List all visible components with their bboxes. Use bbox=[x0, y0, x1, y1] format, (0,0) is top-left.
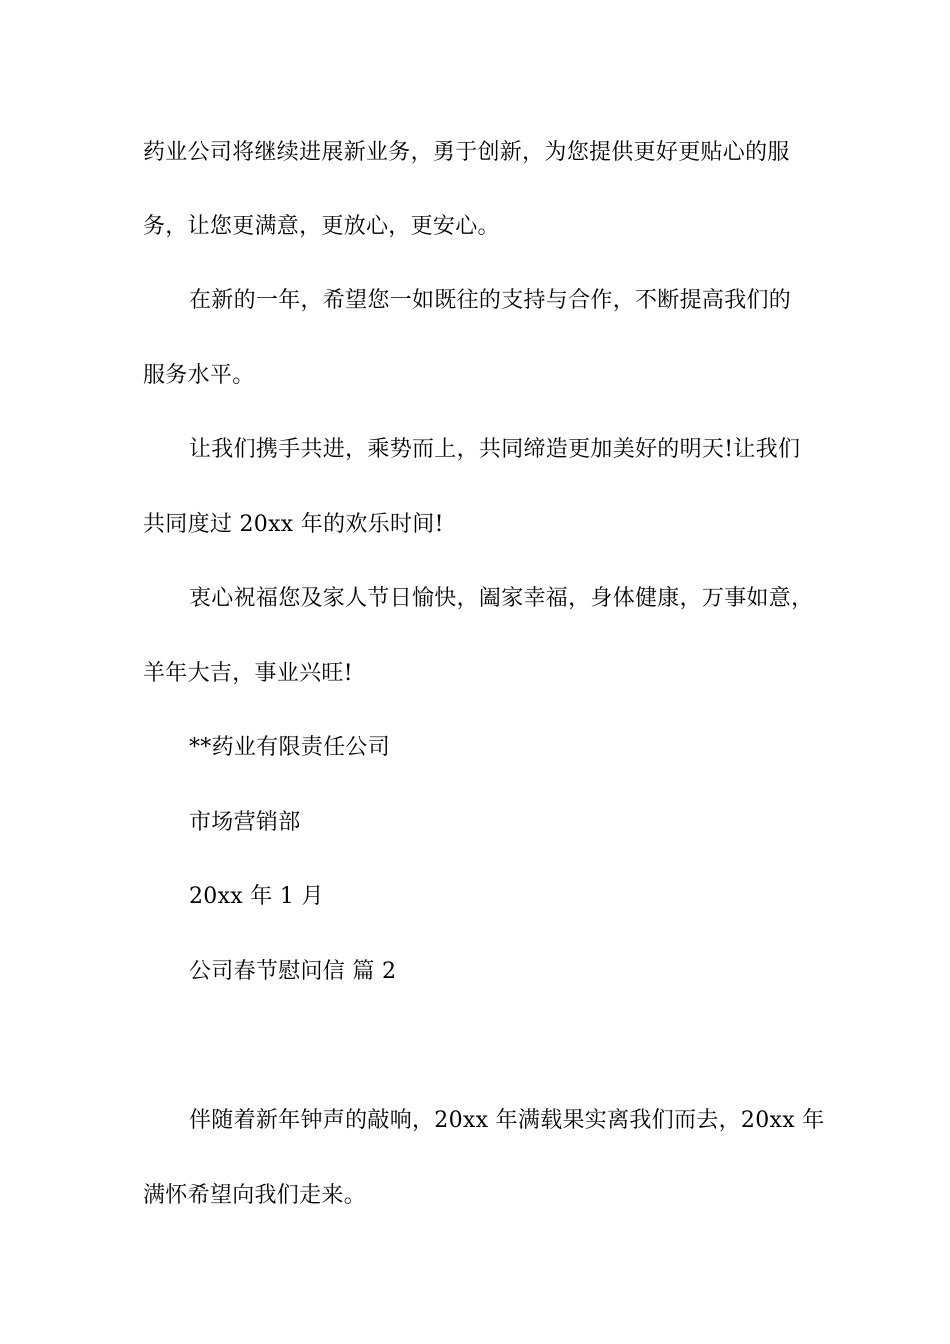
section-heading: 公司春节慰问信 篇 2 bbox=[189, 959, 397, 984]
paragraph-line: 务，让您更满意，更放心，更安心。 bbox=[143, 214, 500, 239]
paragraph-line: 在新的一年，希望您一如既往的支持与合作，不断提高我们的 bbox=[189, 288, 792, 313]
signature-department: 市场营销部 bbox=[189, 810, 301, 835]
paragraph-line: 满怀希望向我们走来。 bbox=[143, 1183, 367, 1208]
signature-date: 20xx 年 1 月 bbox=[189, 884, 324, 909]
paragraph-line: 药业公司将继续进展新业务，勇于创新，为您提供更好更贴心的服 bbox=[143, 140, 790, 165]
paragraph-line: 羊年大吉，事业兴旺! bbox=[143, 661, 353, 686]
paragraph-line: 让我们携手共进，乘势而上，共同缔造更加美好的明天!让我们 bbox=[189, 437, 801, 462]
paragraph-line: 伴随着新年钟声的敲响，20xx 年满载果实离我们而去，20xx 年 bbox=[189, 1108, 825, 1133]
paragraph-line: 衷心祝福您及家人节日愉快，阖家幸福，身体健康，万事如意， bbox=[189, 586, 814, 611]
paragraph-line: 共同度过 20xx 年的欢乐时间! bbox=[143, 512, 444, 537]
signature-company: **药业有限责任公司 bbox=[189, 735, 391, 760]
paragraph-line: 服务水平。 bbox=[143, 363, 255, 388]
